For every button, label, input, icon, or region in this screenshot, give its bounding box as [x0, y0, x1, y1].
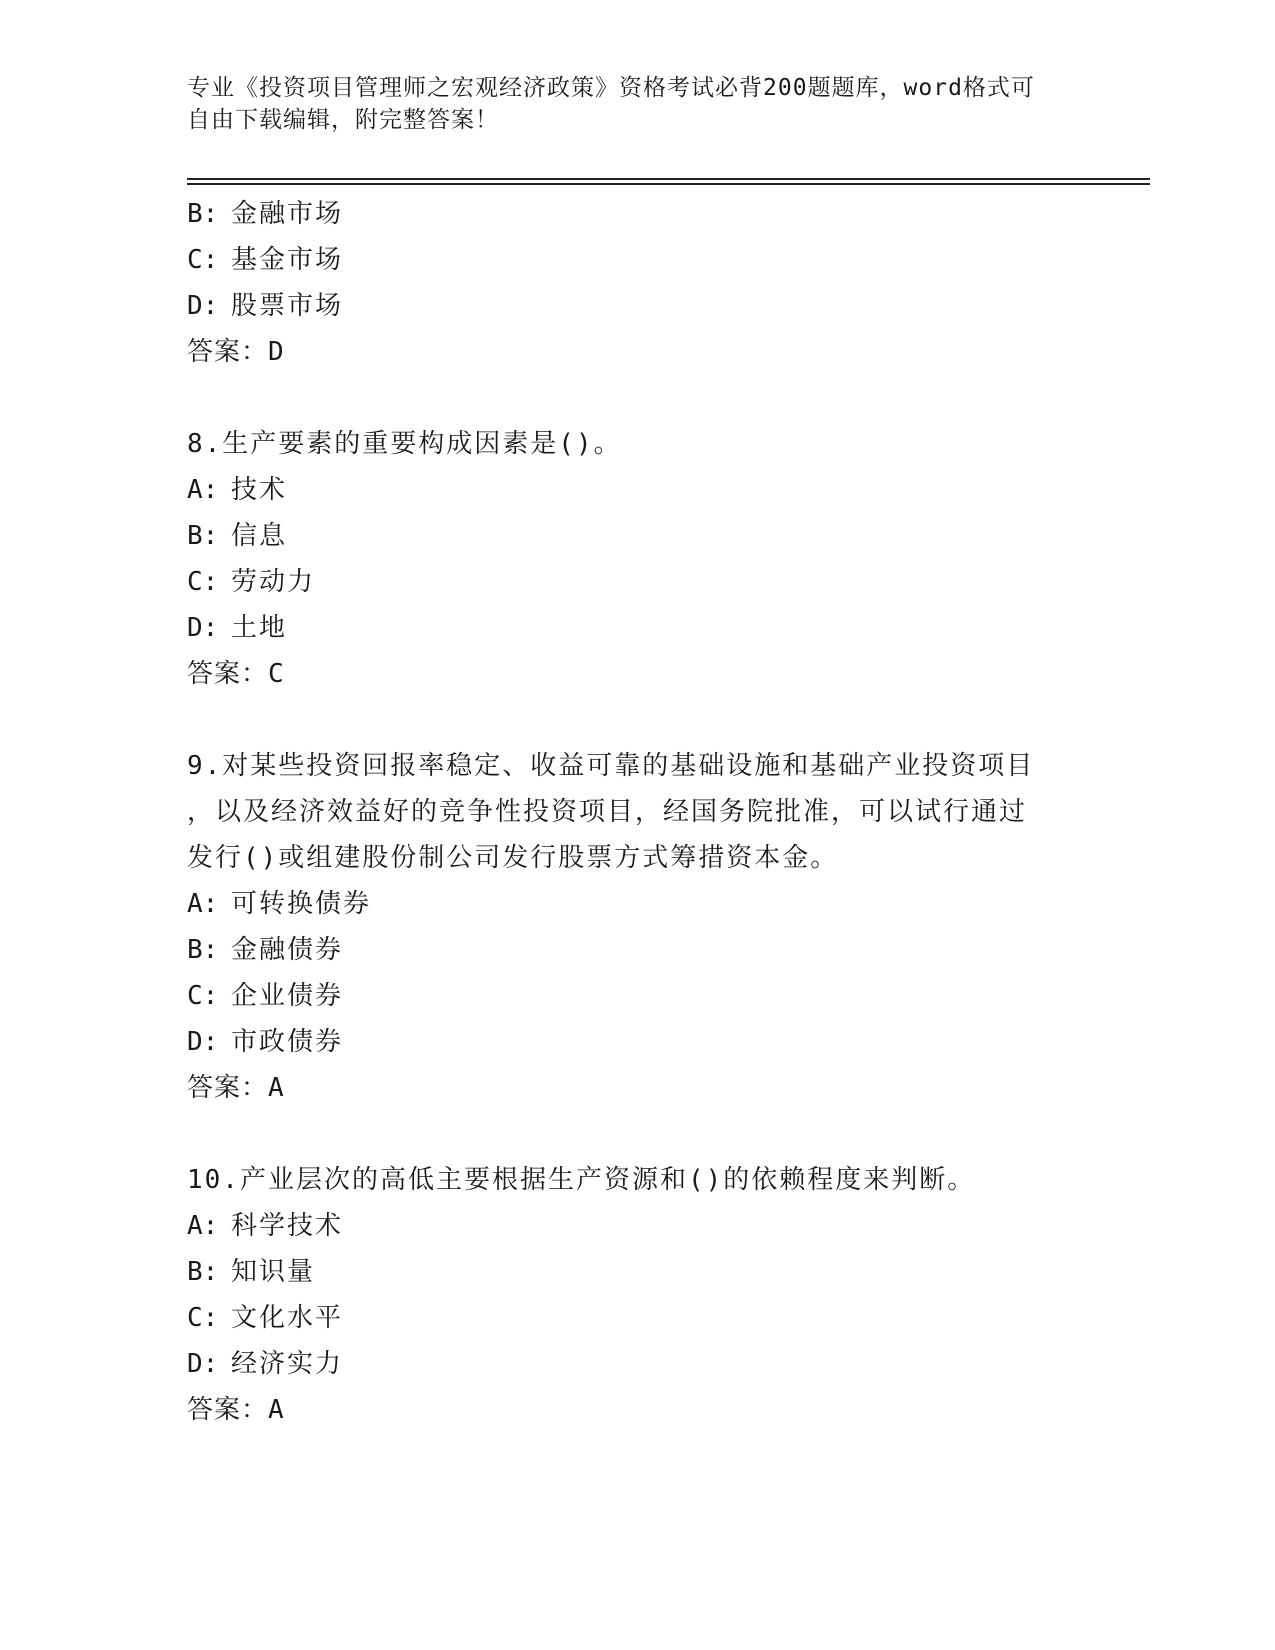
- answer-line: [187, 1387, 1087, 1433]
- question-7: [187, 191, 1087, 375]
- header-divider-bottom: [187, 183, 1150, 185]
- option-c: C: 企业债券: [187, 981, 344, 1011]
- question-stem: [187, 743, 1087, 881]
- header-line-1: 专业《投资项目管理师之宏观经济政策》资格考试必背200题题库，word格式可: [187, 75, 1035, 101]
- option-c: C: 劳动力: [187, 567, 316, 597]
- answer-value: D: [268, 337, 285, 367]
- stem-line-1: 9.对某些投资回报率稳定、收益可靠的基础设施和基础产业投资项目: [187, 751, 1035, 781]
- question-list: [187, 191, 1087, 1433]
- answer-value: A: [268, 1395, 285, 1425]
- option-c: C: 文化水平: [187, 1303, 344, 1333]
- question-10: [187, 1157, 1087, 1433]
- answer-label: 答案：: [187, 1395, 269, 1425]
- answer-value: A: [268, 1073, 285, 1103]
- question-stem: 10.产业层次的高低主要根据生产资源和()的依赖程度来判断。: [187, 1165, 976, 1195]
- question-9: [187, 743, 1087, 1111]
- answer-label: 答案：: [187, 659, 269, 689]
- stem-line-3: 发行()或组建股份制公司发行股票方式筹措资本金。: [187, 843, 839, 873]
- header-divider-top: [187, 178, 1150, 180]
- option-b: B: 信息: [187, 521, 288, 551]
- option-c: C: 基金市场: [187, 245, 344, 275]
- option-a: A: 科学技术: [187, 1211, 344, 1241]
- answer-label: 答案：: [187, 1073, 269, 1103]
- answer-line: [187, 651, 1087, 697]
- answer-label: 答案：: [187, 337, 269, 367]
- answer-line: [187, 329, 1087, 375]
- option-d: D: 股票市场: [187, 291, 344, 321]
- option-d: D: 经济实力: [187, 1349, 344, 1379]
- answer-line: [187, 1065, 1087, 1111]
- option-b: B: 金融市场: [187, 199, 344, 229]
- stem-line-2: ，以及经济效益好的竞争性投资项目，经国务院批准，可以试行通过: [187, 797, 1028, 827]
- question-stem: 8.生产要素的重要构成因素是()。: [187, 429, 622, 459]
- option-b: B: 知识量: [187, 1257, 316, 1287]
- option-d: D: 土地: [187, 613, 288, 643]
- question-8: [187, 421, 1087, 697]
- document-header: [187, 72, 1087, 136]
- header-line-2: 自由下载编辑，附完整答案！: [187, 107, 499, 133]
- answer-value: C: [268, 659, 285, 689]
- option-a: A: 技术: [187, 475, 288, 505]
- option-b: B: 金融债券: [187, 935, 344, 965]
- option-a: A: 可转换债券: [187, 889, 372, 919]
- option-d: D: 市政债券: [187, 1027, 344, 1057]
